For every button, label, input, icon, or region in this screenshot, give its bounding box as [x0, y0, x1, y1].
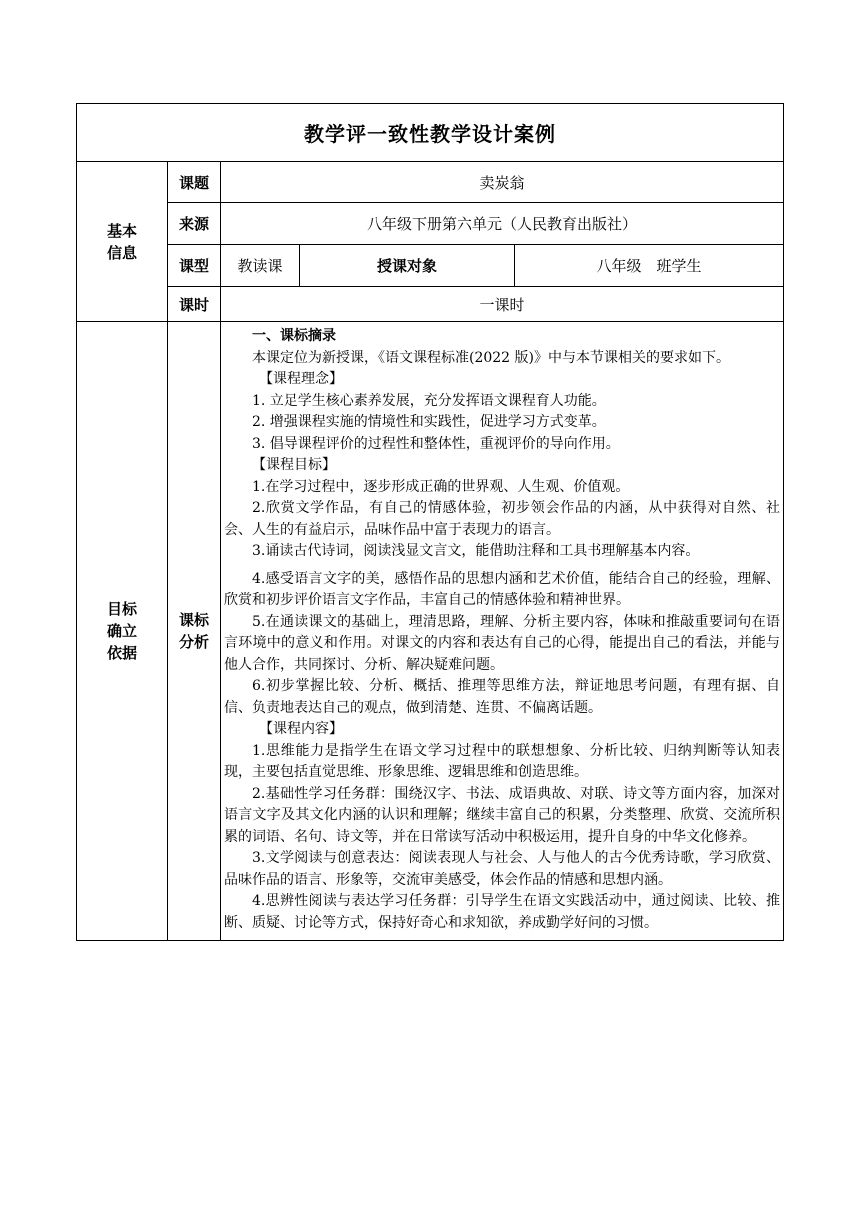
standard-analysis-label-line1: 课标	[178, 611, 209, 629]
goal-item: 3.诵读古代诗词，阅读浅显文言文，能借助注释和工具书理解基本内容。	[252, 543, 700, 559]
goal-basis-label-line1: 目标	[106, 600, 137, 618]
concept-title: 【课程理念】	[259, 371, 343, 387]
content-item: 3.文学阅读与创意表达：阅读表现人与社会、人与他人的古今优秀诗歌，学习欣赏、品味作品的语言、形象等，交流审美感受，体会作品的情感和思想内涵。	[224, 850, 781, 888]
excerpt-intro: 本课定位为新授课，《语文课程标准(2022 版)》中与本节课相关的要求如下。	[252, 349, 731, 366]
basic-info-label-line1: 基本	[106, 221, 137, 240]
concept-item: 2. 增强课程实施的情境性和实践性，促进学习方式变革。	[252, 414, 606, 430]
content-item: 1.思维能力是指学生在语文学习过程中的联想想象、分析比较、归纳判断等认知表现，主要包括直觉思维、形象思维、逻辑思维和创造思维。	[224, 742, 781, 780]
goal-item: 2.欣赏文学作品，有自己的情感体验，初步领会作品的内涵，从中获得对自然、社会、人生的有益启示，品味作品中富于表现力的语言。	[224, 500, 781, 538]
standard-analysis-label	[168, 322, 221, 941]
concept-item: 3. 倡导课程评价的过程性和整体性，重视评价的导向作用。	[252, 435, 620, 452]
type-label: 课型	[168, 245, 221, 287]
content-item: 2.基础性学习任务群：围绕汉字、书法、成语典故、对联、诗文等方面内容，加深对语言文字及其文化内涵的认识和理解；继续丰富自己的积累，分类整理、欣赏、交流所积累的词语、名句、诗文等，并在日常读写活动中积极运用，提升自身的中华文化修养。	[224, 785, 781, 845]
goal-title: 【课程目标】	[252, 457, 336, 473]
topic-value: 卖炭翁	[221, 162, 784, 203]
goal-basis-label-line2: 确立	[106, 622, 137, 640]
content-item: 4.思辨性阅读与表达学习任务群：引导学生在语文实践活动中，通过阅读、比较、推断、质疑、讨论等方式，保持好奇心和求知欲，养成勤学好问的习惯。	[224, 893, 781, 931]
goal-item: 1.在学习过程中，逐步形成正确的世界观、人生观、价值观。	[252, 478, 630, 495]
standard-excerpt-content	[221, 322, 784, 941]
standard-analysis-label-line2: 分析	[178, 633, 209, 651]
source-value: 八年级下册第六单元（人民教育出版社）	[221, 203, 784, 245]
concept-item: 1. 立足学生核心素养发展，充分发挥语文课程育人功能。	[252, 392, 606, 409]
document-title: 教学评一致性教学设计案例	[77, 104, 784, 162]
topic-label: 课题	[168, 162, 221, 203]
goal-basis-label-line3: 依据	[106, 644, 137, 662]
basic-info-label-line2: 信息	[106, 243, 137, 262]
excerpt-heading: 一、课标摘录	[252, 328, 336, 344]
lesson-design-table	[76, 103, 784, 941]
goal-item: 5.在通读课文的基础上，理清思路，理解、分析主要内容，体味和推敲重要词句在语言环境中的意义和作用。对课文的内容和表达有自己的心得，能提出自己的看法，并能与他人合作，共同探讨、分析、解决疑难问题。	[224, 613, 781, 673]
type-value: 教读课	[221, 245, 300, 287]
content-title: 【课程内容】	[259, 721, 343, 737]
goal-basis-label	[77, 322, 168, 941]
basic-info-label	[77, 162, 168, 322]
hours-value: 一课时	[221, 287, 784, 322]
source-label: 来源	[168, 203, 221, 245]
goal-item: 4.感受语言文字的美，感悟作品的思想内涵和艺术价值，能结合自己的经验，理解、欣赏和初步评价语言文字作品，丰富自己的情感体验和精神世界。	[224, 570, 781, 608]
hours-label: 课时	[168, 287, 221, 322]
goal-item: 6.初步掌握比较、分析、概括、推理等思维方法，辩证地思考问题，有理有据、自信、负责地表达自己的观点，做到清楚、连贯、不偏离话题。	[224, 678, 781, 716]
audience-label: 授课对象	[300, 245, 515, 287]
lesson-design-page	[76, 103, 783, 941]
audience-value: 八年级 班学生	[515, 245, 784, 287]
